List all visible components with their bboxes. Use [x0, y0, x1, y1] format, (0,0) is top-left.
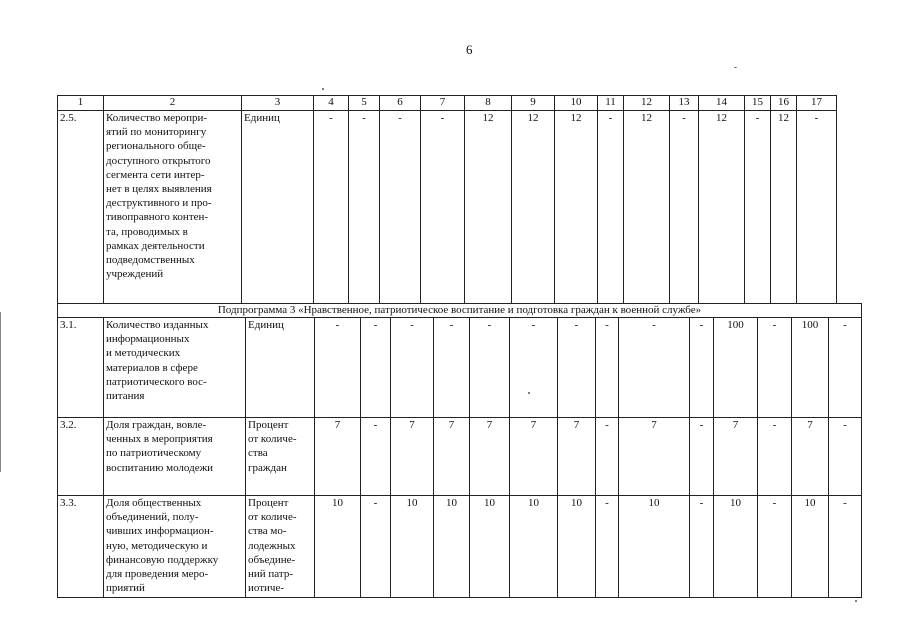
value-cell: 7	[619, 418, 690, 496]
subprogram-row	[58, 304, 862, 318]
value-cell: 10	[510, 496, 558, 598]
value-cell: -	[434, 318, 470, 418]
text-line: ятий по мониторингу	[106, 126, 207, 139]
table-row-3-1	[58, 318, 862, 418]
value-cell: -	[596, 318, 619, 418]
value-cell: 7	[391, 418, 434, 496]
text-line: граждан	[248, 461, 287, 474]
text-line: и методических	[106, 347, 181, 360]
value-cell: -	[315, 318, 361, 418]
text-line: информационных	[106, 333, 190, 346]
value-cell: -	[380, 111, 421, 304]
value-cell: 7	[558, 418, 596, 496]
value-cell: 10	[315, 496, 361, 598]
row-number: 3.2.	[58, 418, 104, 496]
header-cell: 10	[555, 96, 598, 111]
value-cell: -	[421, 111, 465, 304]
value-cell: -	[829, 318, 862, 418]
header-cell: 2	[104, 96, 242, 111]
text-line: лодежных	[248, 539, 296, 552]
indicator-table-top	[57, 95, 837, 304]
row-number: 3.1.	[58, 318, 104, 418]
value-cell: 12	[555, 111, 598, 304]
text-line: Доля граждан, вовле-	[106, 419, 207, 431]
header-cell: 15	[745, 96, 771, 111]
unit-cell	[246, 418, 315, 496]
unit-cell	[246, 496, 315, 598]
value-cell: -	[758, 318, 792, 418]
text-line: патриотического вос-	[106, 375, 207, 388]
text-line: от количе-	[248, 433, 297, 446]
value-cell: 100	[714, 318, 758, 418]
text-line: ченных в мероприятия	[106, 433, 213, 446]
text-line: ний патр-	[248, 568, 293, 581]
row-number: 3.3.	[58, 496, 104, 598]
text-line: иотиче-	[248, 582, 285, 595]
text-line: сегмента сети интер-	[106, 168, 205, 181]
text-line: Процент	[248, 419, 289, 431]
value-cell: -	[690, 418, 714, 496]
value-cell: -	[829, 418, 862, 496]
header-cell: 9	[512, 96, 555, 111]
header-cell: 17	[797, 96, 837, 111]
text-line: Количество изданных	[106, 319, 209, 331]
indicator-name	[104, 496, 246, 598]
value-cell: 100	[792, 318, 829, 418]
column-number-row	[58, 96, 837, 111]
page-number: 6	[466, 42, 473, 57]
subprogram-title: Подпрограмма 3 «Нравственное, патриотическое воспитание и подготовка граждан к военной службе»	[58, 304, 862, 318]
value-cell: 7	[315, 418, 361, 496]
header-cell: 3	[242, 96, 314, 111]
header-cell: 4	[314, 96, 349, 111]
value-cell: 12	[771, 111, 797, 304]
value-cell: 10	[391, 496, 434, 598]
text-line: воспитанию молодежи	[106, 461, 214, 474]
text-line: та, проводимых в	[106, 225, 188, 238]
text-line: приятий	[106, 582, 145, 595]
header-cell: 6	[380, 96, 421, 111]
indicator-name	[104, 318, 246, 418]
value-cell: -	[510, 318, 558, 418]
text-line: нет в целях выявления	[106, 183, 212, 196]
value-cell: 7	[510, 418, 558, 496]
value-cell: -	[596, 496, 619, 598]
value-cell: -	[361, 496, 391, 598]
text-line: ства	[248, 447, 268, 460]
text-line: Доля общественных	[106, 497, 202, 509]
text-line: объединений, полу-	[106, 511, 199, 524]
text-line: ную, методическую и	[106, 539, 208, 552]
value-cell: -	[558, 318, 596, 418]
table-row-2-5	[58, 111, 837, 304]
unit-cell	[246, 318, 315, 418]
value-cell: 12	[699, 111, 745, 304]
value-cell: 12	[624, 111, 670, 304]
value-cell: -	[470, 318, 510, 418]
unit-cell	[242, 111, 314, 304]
value-cell: -	[619, 318, 690, 418]
value-cell: 10	[714, 496, 758, 598]
value-cell: 7	[434, 418, 470, 496]
value-cell: -	[745, 111, 771, 304]
value-cell: -	[361, 318, 391, 418]
text-line: питания	[106, 390, 145, 403]
table-row-3-3	[58, 496, 862, 598]
text-line: доступного открытого	[106, 154, 211, 167]
scan-speck	[855, 600, 857, 602]
indicator-name	[104, 111, 242, 304]
text-line: по патриотическому	[106, 447, 202, 460]
text-line: чивших информацион-	[106, 525, 214, 538]
value-cell: 7	[792, 418, 829, 496]
text-line: учреждений	[106, 268, 164, 281]
header-cell: 8	[465, 96, 512, 111]
value-cell: -	[758, 496, 792, 598]
text-line: Единиц	[244, 112, 280, 124]
text-line: деструктивного и про-	[106, 197, 212, 210]
value-cell: -	[758, 418, 792, 496]
value-cell: 12	[465, 111, 512, 304]
scan-speck	[734, 67, 737, 68]
text-line: Количество меропри-	[106, 112, 208, 124]
indicator-table-bottom	[57, 303, 862, 598]
value-cell: -	[829, 496, 862, 598]
value-cell: 10	[558, 496, 596, 598]
value-cell: -	[797, 111, 837, 304]
text-line: финансовую поддержку	[106, 553, 219, 566]
value-cell: -	[361, 418, 391, 496]
text-line: Процент	[248, 497, 289, 509]
indicator-name	[104, 418, 246, 496]
header-cell: 12	[624, 96, 670, 111]
value-cell: 10	[470, 496, 510, 598]
text-line: для проведения меро-	[106, 568, 209, 581]
text-line: ства мо-	[248, 525, 287, 538]
text-line: Единиц	[248, 319, 284, 331]
header-cell: 5	[349, 96, 380, 111]
value-cell: 7	[470, 418, 510, 496]
value-cell: -	[690, 318, 714, 418]
page-edge-line	[0, 312, 1, 472]
header-cell: 16	[771, 96, 797, 111]
header-cell: 13	[670, 96, 699, 111]
value-cell: 10	[792, 496, 829, 598]
table-row-3-2	[58, 418, 862, 496]
header-cell: 1	[58, 96, 104, 111]
value-cell: -	[314, 111, 349, 304]
value-cell: -	[670, 111, 699, 304]
value-cell: -	[598, 111, 624, 304]
value-cell: -	[349, 111, 380, 304]
text-line: материалов в сфере	[106, 361, 198, 374]
value-cell: 10	[619, 496, 690, 598]
value-cell: -	[391, 318, 434, 418]
text-line: подведомственных	[106, 254, 195, 267]
header-cell: 11	[598, 96, 624, 111]
text-line: тивоправного контен-	[106, 211, 209, 224]
value-cell: -	[596, 418, 619, 496]
text-line: рамках деятельности	[106, 239, 205, 252]
header-cell: 14	[699, 96, 745, 111]
value-cell: 10	[434, 496, 470, 598]
text-line: объедине-	[248, 553, 296, 566]
scan-speck	[322, 88, 324, 90]
value-cell: 12	[512, 111, 555, 304]
header-cell: 7	[421, 96, 465, 111]
row-number: 2.5.	[58, 111, 104, 304]
value-cell: 7	[714, 418, 758, 496]
text-line: регионального обще-	[106, 140, 206, 153]
value-cell: -	[690, 496, 714, 598]
text-line: от количе-	[248, 511, 297, 524]
